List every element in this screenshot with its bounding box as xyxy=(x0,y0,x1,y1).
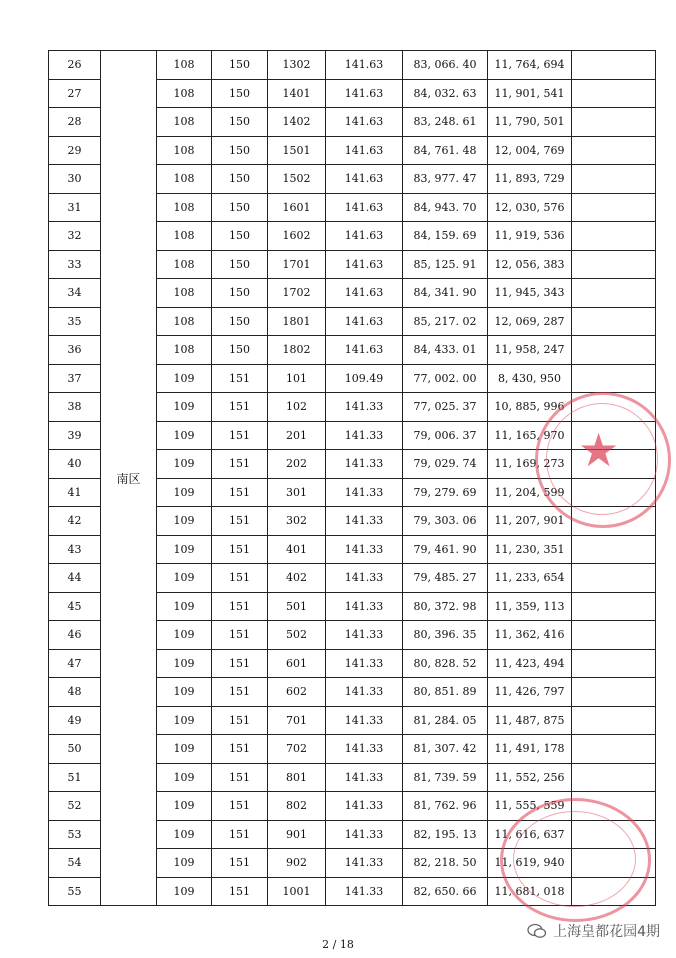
row-number: 26 xyxy=(49,51,101,80)
area-size: 141.63 xyxy=(326,108,403,137)
total-price: 11, 165, 970 xyxy=(488,421,572,450)
total-price: 11, 616, 637 xyxy=(488,820,572,849)
building-number: 108 xyxy=(157,79,212,108)
remarks-cell xyxy=(572,364,656,393)
building-number: 109 xyxy=(157,364,212,393)
unit-price: 80, 372. 98 xyxy=(403,592,488,621)
area-size: 141.33 xyxy=(326,535,403,564)
unit-price: 84, 159. 69 xyxy=(403,222,488,251)
total-price: 11, 487, 875 xyxy=(488,706,572,735)
government-seal-icon: ★ xyxy=(535,392,671,528)
area-size: 141.63 xyxy=(326,136,403,165)
unit-price: 79, 006. 37 xyxy=(403,421,488,450)
sub-number: 151 xyxy=(212,706,268,735)
sub-number: 150 xyxy=(212,336,268,365)
building-number: 109 xyxy=(157,706,212,735)
sub-number: 151 xyxy=(212,820,268,849)
room-number: 1702 xyxy=(268,279,326,308)
watermark xyxy=(527,921,660,941)
building-number: 109 xyxy=(157,507,212,536)
unit-price: 81, 284. 05 xyxy=(403,706,488,735)
remarks-cell xyxy=(572,79,656,108)
unit-price: 80, 396. 35 xyxy=(403,621,488,650)
total-price: 12, 030, 576 xyxy=(488,193,572,222)
room-number: 702 xyxy=(268,735,326,764)
building-number: 109 xyxy=(157,877,212,906)
total-price: 11, 619, 940 xyxy=(488,849,572,878)
room-number: 401 xyxy=(268,535,326,564)
unit-price: 77, 002. 00 xyxy=(403,364,488,393)
remarks-cell xyxy=(572,307,656,336)
area-size: 141.33 xyxy=(326,421,403,450)
building-number: 109 xyxy=(157,564,212,593)
area-size: 141.33 xyxy=(326,450,403,479)
area-size: 141.63 xyxy=(326,51,403,80)
table-row xyxy=(49,51,656,80)
building-number: 108 xyxy=(157,250,212,279)
unit-price: 85, 217. 02 xyxy=(403,307,488,336)
room-number: 402 xyxy=(268,564,326,593)
sub-number: 151 xyxy=(212,877,268,906)
total-price: 11, 764, 694 xyxy=(488,51,572,80)
row-number: 42 xyxy=(49,507,101,536)
unit-price: 79, 279. 69 xyxy=(403,478,488,507)
remarks-cell xyxy=(572,336,656,365)
sub-number: 151 xyxy=(212,450,268,479)
room-number: 802 xyxy=(268,792,326,821)
remarks-cell xyxy=(572,279,656,308)
room-number: 602 xyxy=(268,678,326,707)
unit-price: 82, 195. 13 xyxy=(403,820,488,849)
page-number: 2 / 18 xyxy=(322,938,354,951)
sub-number: 150 xyxy=(212,222,268,251)
total-price: 11, 552, 256 xyxy=(488,763,572,792)
sub-number: 151 xyxy=(212,649,268,678)
area-size: 141.33 xyxy=(326,393,403,422)
area-size: 141.63 xyxy=(326,250,403,279)
remarks-cell xyxy=(572,564,656,593)
area-size: 141.63 xyxy=(326,307,403,336)
area-size: 141.63 xyxy=(326,336,403,365)
remarks-cell xyxy=(572,51,656,80)
remarks-cell xyxy=(572,621,656,650)
unit-price: 85, 125. 91 xyxy=(403,250,488,279)
room-number: 501 xyxy=(268,592,326,621)
total-price: 11, 169, 273 xyxy=(488,450,572,479)
building-number: 108 xyxy=(157,222,212,251)
building-number: 109 xyxy=(157,393,212,422)
unit-price: 79, 029. 74 xyxy=(403,450,488,479)
unit-price: 83, 977. 47 xyxy=(403,165,488,194)
total-price: 11, 207, 901 xyxy=(488,507,572,536)
building-number: 108 xyxy=(157,307,212,336)
sub-number: 150 xyxy=(212,79,268,108)
remarks-cell xyxy=(572,706,656,735)
unit-price: 81, 762. 96 xyxy=(403,792,488,821)
unit-price: 79, 461. 90 xyxy=(403,535,488,564)
row-number: 51 xyxy=(49,763,101,792)
room-number: 1802 xyxy=(268,336,326,365)
remarks-cell xyxy=(572,849,656,878)
sub-number: 151 xyxy=(212,507,268,536)
remarks-cell xyxy=(572,678,656,707)
area-size: 141.33 xyxy=(326,849,403,878)
sub-number: 150 xyxy=(212,136,268,165)
area-size: 141.33 xyxy=(326,678,403,707)
unit-price: 80, 828. 52 xyxy=(403,649,488,678)
remarks-cell xyxy=(572,450,656,479)
remarks-cell xyxy=(572,507,656,536)
unit-price: 84, 943. 70 xyxy=(403,193,488,222)
total-price: 11, 555, 559 xyxy=(488,792,572,821)
row-number: 46 xyxy=(49,621,101,650)
row-number: 29 xyxy=(49,136,101,165)
building-number: 108 xyxy=(157,193,212,222)
room-number: 1302 xyxy=(268,51,326,80)
area-size: 141.33 xyxy=(326,735,403,764)
area-size: 141.63 xyxy=(326,165,403,194)
room-number: 301 xyxy=(268,478,326,507)
remarks-cell xyxy=(572,250,656,279)
room-number: 102 xyxy=(268,393,326,422)
area-size: 141.33 xyxy=(326,507,403,536)
total-price: 12, 004, 769 xyxy=(488,136,572,165)
building-number: 109 xyxy=(157,621,212,650)
total-price: 11, 359, 113 xyxy=(488,592,572,621)
unit-price: 84, 433. 01 xyxy=(403,336,488,365)
unit-price: 83, 066. 40 xyxy=(403,51,488,80)
total-price: 11, 491, 178 xyxy=(488,735,572,764)
room-number: 502 xyxy=(268,621,326,650)
row-number: 43 xyxy=(49,535,101,564)
remarks-cell xyxy=(572,165,656,194)
building-number: 109 xyxy=(157,849,212,878)
sub-number: 151 xyxy=(212,678,268,707)
room-number: 1401 xyxy=(268,79,326,108)
room-number: 1501 xyxy=(268,136,326,165)
total-price: 10, 885, 996 xyxy=(488,393,572,422)
building-number: 109 xyxy=(157,450,212,479)
row-number: 33 xyxy=(49,250,101,279)
total-price: 11, 958, 247 xyxy=(488,336,572,365)
area-size: 141.33 xyxy=(326,621,403,650)
total-price: 11, 790, 501 xyxy=(488,108,572,137)
building-number: 108 xyxy=(157,336,212,365)
room-number: 1801 xyxy=(268,307,326,336)
total-price: 11, 681, 018 xyxy=(488,877,572,906)
total-price: 11, 426, 797 xyxy=(488,678,572,707)
total-price: 11, 919, 536 xyxy=(488,222,572,251)
sub-number: 151 xyxy=(212,364,268,393)
unit-price: 82, 218. 50 xyxy=(403,849,488,878)
area-size: 141.63 xyxy=(326,222,403,251)
total-price: 8, 430, 950 xyxy=(488,364,572,393)
room-number: 1701 xyxy=(268,250,326,279)
room-number: 201 xyxy=(268,421,326,450)
row-number: 30 xyxy=(49,165,101,194)
unit-price: 84, 761. 48 xyxy=(403,136,488,165)
room-number: 202 xyxy=(268,450,326,479)
building-number: 109 xyxy=(157,592,212,621)
area-size: 141.33 xyxy=(326,877,403,906)
total-price: 11, 204, 599 xyxy=(488,478,572,507)
row-number: 37 xyxy=(49,364,101,393)
remarks-cell xyxy=(572,136,656,165)
total-price: 11, 945, 343 xyxy=(488,279,572,308)
watermark-text: 上海皇都花园4期 xyxy=(553,924,660,940)
building-number: 109 xyxy=(157,763,212,792)
row-number: 50 xyxy=(49,735,101,764)
unit-price: 84, 032. 63 xyxy=(403,79,488,108)
row-number: 48 xyxy=(49,678,101,707)
area-size: 141.33 xyxy=(326,478,403,507)
sub-number: 151 xyxy=(212,621,268,650)
room-number: 901 xyxy=(268,820,326,849)
unit-price: 81, 307. 42 xyxy=(403,735,488,764)
room-number: 1602 xyxy=(268,222,326,251)
price-list-table xyxy=(48,50,656,906)
room-number: 1502 xyxy=(268,165,326,194)
row-number: 28 xyxy=(49,108,101,137)
remarks-cell xyxy=(572,649,656,678)
building-number: 108 xyxy=(157,108,212,137)
remarks-cell xyxy=(572,393,656,422)
sub-number: 150 xyxy=(212,193,268,222)
row-number: 39 xyxy=(49,421,101,450)
row-number: 47 xyxy=(49,649,101,678)
total-price: 11, 901, 541 xyxy=(488,79,572,108)
area-size: 141.33 xyxy=(326,649,403,678)
room-number: 701 xyxy=(268,706,326,735)
sub-number: 151 xyxy=(212,792,268,821)
remarks-cell xyxy=(572,193,656,222)
room-number: 902 xyxy=(268,849,326,878)
sub-number: 150 xyxy=(212,165,268,194)
building-number: 109 xyxy=(157,478,212,507)
total-price: 12, 056, 383 xyxy=(488,250,572,279)
total-price: 11, 233, 654 xyxy=(488,564,572,593)
sub-number: 151 xyxy=(212,735,268,764)
sub-number: 150 xyxy=(212,279,268,308)
row-number: 34 xyxy=(49,279,101,308)
area-size: 141.33 xyxy=(326,820,403,849)
sub-number: 150 xyxy=(212,250,268,279)
unit-price: 84, 341. 90 xyxy=(403,279,488,308)
remarks-cell xyxy=(572,735,656,764)
building-number: 108 xyxy=(157,279,212,308)
unit-price: 80, 851. 89 xyxy=(403,678,488,707)
total-price: 12, 069, 287 xyxy=(488,307,572,336)
area-size: 141.33 xyxy=(326,592,403,621)
row-number: 53 xyxy=(49,820,101,849)
building-number: 109 xyxy=(157,421,212,450)
unit-price: 79, 485. 27 xyxy=(403,564,488,593)
remarks-cell xyxy=(572,792,656,821)
row-number: 40 xyxy=(49,450,101,479)
remarks-cell xyxy=(572,421,656,450)
row-number: 38 xyxy=(49,393,101,422)
building-number: 108 xyxy=(157,136,212,165)
sub-number: 151 xyxy=(212,535,268,564)
row-number: 49 xyxy=(49,706,101,735)
remarks-cell xyxy=(572,592,656,621)
room-number: 601 xyxy=(268,649,326,678)
row-number: 36 xyxy=(49,336,101,365)
remarks-cell xyxy=(572,535,656,564)
unit-price: 82, 650. 66 xyxy=(403,877,488,906)
remarks-cell xyxy=(572,763,656,792)
row-number: 52 xyxy=(49,792,101,821)
row-number: 55 xyxy=(49,877,101,906)
sub-number: 150 xyxy=(212,108,268,137)
zone-cell: 南区 xyxy=(101,51,157,906)
area-size: 141.33 xyxy=(326,763,403,792)
remarks-cell xyxy=(572,820,656,849)
sub-number: 151 xyxy=(212,421,268,450)
sub-number: 151 xyxy=(212,478,268,507)
room-number: 1402 xyxy=(268,108,326,137)
row-number: 32 xyxy=(49,222,101,251)
room-number: 1601 xyxy=(268,193,326,222)
building-number: 109 xyxy=(157,678,212,707)
unit-price: 83, 248. 61 xyxy=(403,108,488,137)
area-size: 141.33 xyxy=(326,706,403,735)
remarks-cell xyxy=(572,877,656,906)
unit-price: 79, 303. 06 xyxy=(403,507,488,536)
row-number: 41 xyxy=(49,478,101,507)
building-number: 109 xyxy=(157,535,212,564)
row-number: 44 xyxy=(49,564,101,593)
remarks-cell xyxy=(572,222,656,251)
row-number: 35 xyxy=(49,307,101,336)
sub-number: 151 xyxy=(212,393,268,422)
total-price: 11, 423, 494 xyxy=(488,649,572,678)
sub-number: 151 xyxy=(212,564,268,593)
building-number: 108 xyxy=(157,51,212,80)
building-number: 109 xyxy=(157,820,212,849)
room-number: 801 xyxy=(268,763,326,792)
wechat-icon xyxy=(527,923,547,939)
row-number: 45 xyxy=(49,592,101,621)
area-size: 141.33 xyxy=(326,564,403,593)
sub-number: 150 xyxy=(212,307,268,336)
building-number: 109 xyxy=(157,792,212,821)
row-number: 31 xyxy=(49,193,101,222)
row-number: 54 xyxy=(49,849,101,878)
room-number: 302 xyxy=(268,507,326,536)
building-number: 108 xyxy=(157,165,212,194)
remarks-cell xyxy=(572,478,656,507)
sub-number: 150 xyxy=(212,51,268,80)
area-size: 141.63 xyxy=(326,79,403,108)
room-number: 101 xyxy=(268,364,326,393)
unit-price: 77, 025. 37 xyxy=(403,393,488,422)
area-size: 109.49 xyxy=(326,364,403,393)
total-price: 11, 362, 416 xyxy=(488,621,572,650)
total-price: 11, 230, 351 xyxy=(488,535,572,564)
area-size: 141.63 xyxy=(326,193,403,222)
sub-number: 151 xyxy=(212,849,268,878)
unit-price: 81, 739. 59 xyxy=(403,763,488,792)
row-number: 27 xyxy=(49,79,101,108)
remarks-cell xyxy=(572,108,656,137)
building-number: 109 xyxy=(157,649,212,678)
total-price: 11, 893, 729 xyxy=(488,165,572,194)
sub-number: 151 xyxy=(212,763,268,792)
area-size: 141.63 xyxy=(326,279,403,308)
room-number: 1001 xyxy=(268,877,326,906)
building-number: 109 xyxy=(157,735,212,764)
area-size: 141.33 xyxy=(326,792,403,821)
sub-number: 151 xyxy=(212,592,268,621)
